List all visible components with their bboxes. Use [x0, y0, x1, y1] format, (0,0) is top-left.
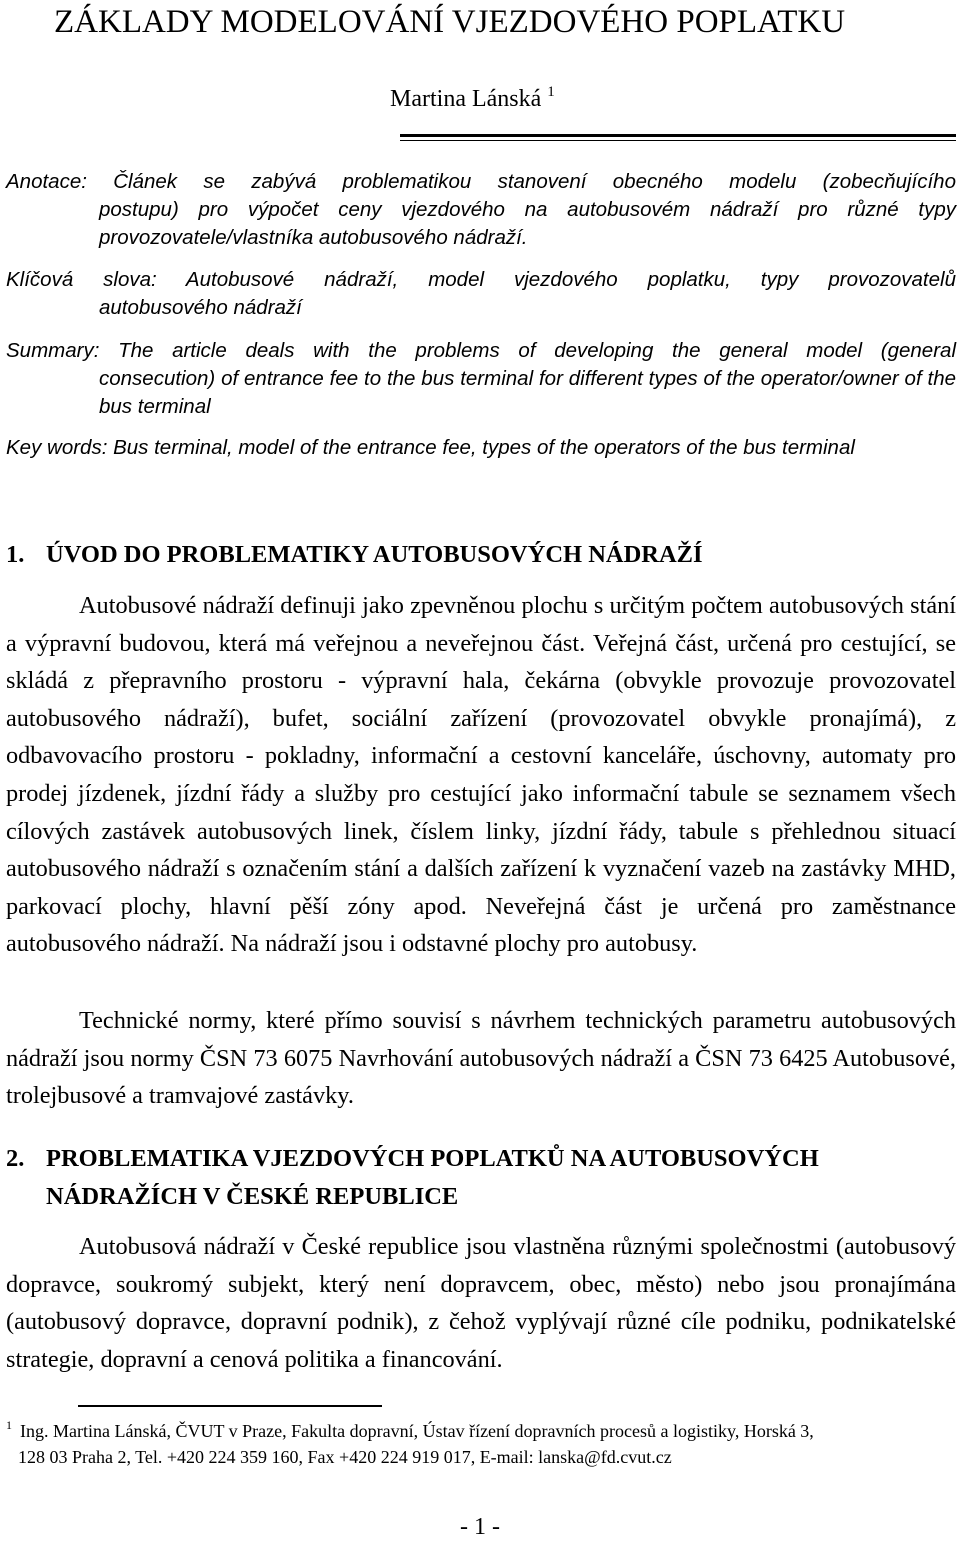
keywords-cz-line1: Autobusové nádraží, model vjezdového poplatku, typy provozovatelů — [156, 268, 956, 291]
section-2-paragraph-1: Autobusová nádraží v České republice jsou vlastněna různými společnostmi (autobusový dopravce, soukromý subjekt, který není dopravcem, obec, město) nebo jsou pronajímána (autobusový dopravce, dopravní podnik), z čehož vyplývají různé cíle podniku, podnikatelské strategie, dopravní a cenová politika a financování. — [6, 1233, 956, 1373]
section-1-paragraph-2: Technické normy, které přímo souvisí s návrhem technických parametru autobusových nádraží jsou normy ČSN 73 6075 Navrhování autobusových nádraží a ČSN 73 6425 Autobusové, trolejbusové a tramvajové zastávky. — [6, 1007, 956, 1110]
author-footnote-ref[interactable]: 1 — [547, 84, 555, 100]
abstract-cz-label: Anotace: — [6, 170, 87, 193]
section-1-title: ÚVOD DO PROBLEMATIKY AUTOBUSOVÝCH NÁDRAŽÍ — [46, 541, 703, 568]
header-rule-thick — [400, 134, 956, 137]
section-1-heading — [6, 536, 956, 574]
abstract-cz-first-line — [6, 168, 956, 196]
header-rule-thin — [400, 140, 956, 141]
summary-en-line1: The article deals with the problems of developing the general model (general — [99, 339, 956, 362]
abstract-cz-line1: Článek se zabývá problematikou stanovení obecného modelu (zobecňujícího — [86, 170, 956, 193]
footnote-marker: 1 — [6, 1418, 12, 1432]
section-2-heading — [6, 1140, 956, 1216]
keywords-cz — [6, 266, 956, 322]
section-1-number: 1. — [6, 541, 25, 568]
keywords-cz-label: Klíčová slova: — [6, 268, 157, 291]
keywords-cz-text: autobusového nádraží — [99, 296, 302, 319]
summary-en — [6, 337, 956, 421]
abstract-cz — [6, 168, 956, 252]
keywords-en: Key words: Bus terminal, model of the entrance fee, types of the operators of the bus terminal — [6, 436, 855, 459]
footnote-separator — [78, 1405, 382, 1407]
author-line — [390, 80, 555, 118]
page-number: - 1 - — [460, 1514, 500, 1540]
summary-en-first-line — [6, 337, 956, 365]
summary-en-label: Summary: — [6, 339, 100, 362]
abstract-cz-text: postupu) pro výpočet ceny vjezdového na autobusovém nádraží pro různé typy provozovatele/vlastníka autobusového nádraží. — [99, 198, 956, 249]
section-2-title-line1: PROBLEMATIKA VJEZDOVÝCH POPLATKŮ NA AUTOBUSOVÝCH — [46, 1145, 819, 1172]
section-2-title-line2: NÁDRAŽÍCH V ČESKÉ REPUBLICE — [46, 1183, 459, 1210]
section-2-number: 2. — [6, 1145, 25, 1172]
footnote-line2: 128 03 Praha 2, Tel. +420 224 359 160, Fax +420 224 919 017, E-mail: lanska@fd.cvut.cz — [18, 1447, 672, 1467]
keywords-cz-first-line — [6, 266, 956, 294]
summary-en-text: consecution) of entrance fee to the bus terminal for different types of the operator/owner of the bus terminal — [99, 367, 956, 418]
footnote — [6, 1418, 956, 1470]
section-1-paragraph-1: Autobusové nádraží definuji jako zpevněnou plochu s určitým počtem autobusových stání a výpravní budovou, která má veřejnou a neveřejnou část. Veřejná část, určená pro cestující, se skládá z přepravního prostoru - výpravní hala, čekárna (obvykle provozuje provozovatel autobusového nádraží), bufet, sociální zařízení (provozovatel obvykle pronajímá), z odbavovacího prostoru - pokladny, informační a cestovní kanceláře, úschovny, automaty pro prodej jízdenek, jízdní řády a služby pro cestující jako informační tabule se seznamem všech cílových zastávek autobusových linek, číslem linky, jízdní řády, tabule s přehlednou situací autobusového nádraží s označením stání a dalších zařízení k vyznačení vazeb na zastávky MHD, parkovací plochy, hlavní pěší zóny apod. Neveřejná část je určená pro zaměstnance autobusového nádraží. Na nádraží jsou i odstavné plochy pro autobusy. — [6, 592, 956, 958]
paper-title: ZÁKLADY MODELOVÁNÍ VJEZDOVÉHO POPLATKU — [54, 4, 846, 40]
author-name: Martina Lánská — [390, 86, 542, 112]
footnote-line1: Ing. Martina Lánská, ČVUT v Praze, Fakulta dopravní, Ústav řízení dopravních procesů a logistiky, Horská 3, — [20, 1421, 814, 1441]
